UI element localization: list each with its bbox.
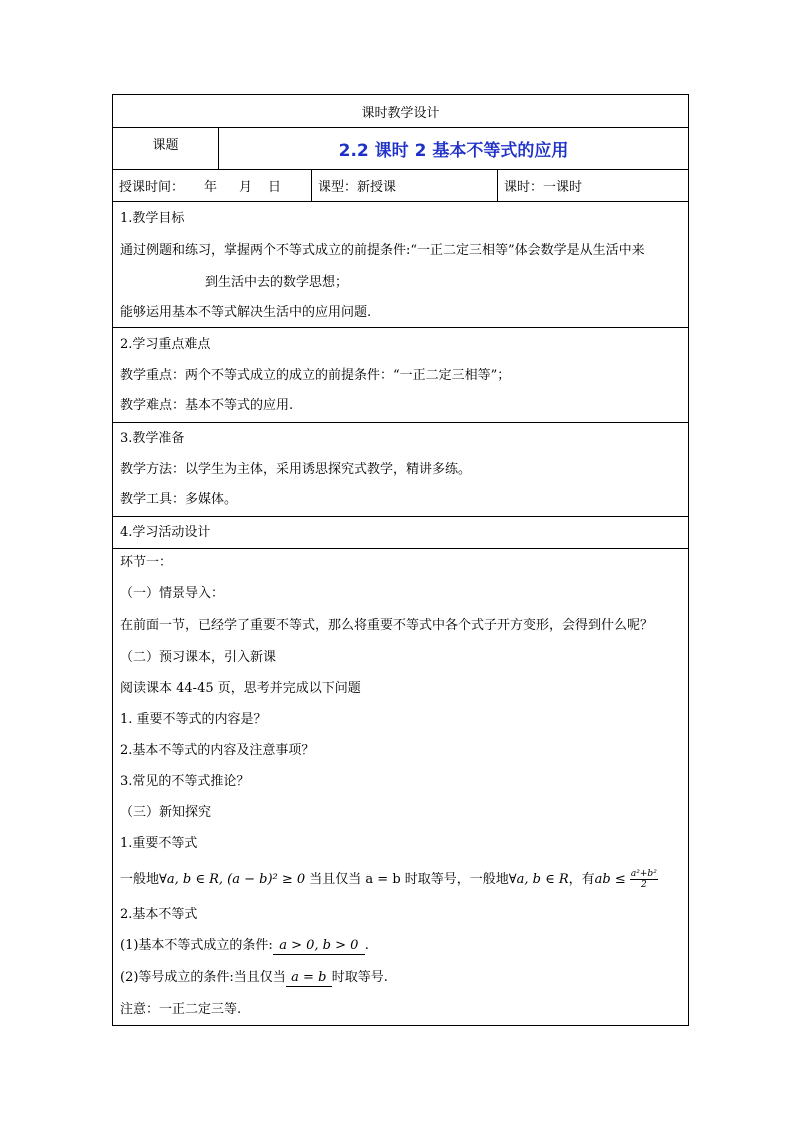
period-cell — [498, 170, 688, 201]
math-expr-2: ∀a, b ∈ R — [508, 872, 569, 887]
time-label: 授课时间： — [119, 180, 185, 195]
goals-line-2: 到生活中去的数学思想； — [205, 275, 349, 290]
activity-line-10: 1.重要不等式 — [120, 836, 198, 851]
goals-section — [113, 202, 688, 328]
statement-text-b: 当且仅当 a = b 时取等号，一般地 — [305, 872, 509, 887]
activity-heading: 4.学习活动设计 — [120, 525, 211, 540]
key-focus: 教学重点：两个不等式成立的成立的前提条件：“一正二定三相等”； — [120, 368, 511, 383]
year-label: 年 — [204, 180, 218, 195]
prep-heading: 3.教学准备 — [120, 431, 185, 446]
activity-line-1: 环节一： — [120, 555, 173, 570]
goals-heading: 1.教学目标 — [120, 211, 185, 226]
lesson-period: 课时：一课时 — [504, 180, 583, 195]
activity-line-6: 1. 重要不等式的内容是？ — [120, 712, 267, 727]
activity-line-15: 注意：一正二定三等. — [120, 1002, 242, 1017]
activity-line-7: 2.基本不等式的内容及注意事项？ — [120, 743, 315, 758]
table-header-text: 课时教学设计 — [361, 105, 440, 121]
activity-line-3: 在前面一节，已经学了重要不等式，那么将重要不等式中各个式子开方变形，会得到什么呢？ — [120, 618, 654, 633]
topic-row — [113, 128, 688, 170]
fraction-denominator: 2 — [641, 880, 647, 890]
time-cell — [113, 170, 312, 201]
prep-section — [113, 423, 688, 517]
goals-line-1: 通过例题和练习，掌握两个不等式成立的前提条件:“一正二定三相等”体会数学是从生活中来 — [120, 243, 645, 258]
condition-line — [120, 938, 369, 955]
math-expr-3: ab ≤ — [594, 872, 626, 887]
equality-text: (2)等号成立的条件:当且仅当 — [120, 970, 286, 985]
fraction-numerator: a²+b² — [630, 869, 657, 879]
day-label: 日 — [268, 180, 282, 195]
activity-line-9: （三）新知探究 — [120, 805, 212, 820]
activity-section — [113, 549, 688, 1025]
info-row — [113, 170, 688, 202]
activity-line-8: 3.常见的不等式推论？ — [120, 774, 250, 789]
goals-line-3: 能够运用基本不等式解决生活中的应用问题. — [120, 305, 372, 320]
fraction — [630, 869, 658, 890]
lesson-type: 课型：新授课 — [318, 180, 397, 195]
activity-line-12: 2.基本不等式 — [120, 907, 198, 922]
prep-method: 教学方法：以学生为主体，采用诱思探究式教学，精讲多练。 — [120, 462, 472, 477]
math-expr-1: ∀a, b ∈ R, (a − b)² ≥ 0 — [159, 872, 306, 887]
month-label: 月 — [239, 180, 253, 195]
condition-end: . — [364, 938, 369, 953]
type-cell — [312, 170, 498, 201]
activity-line-2: （一）情景导入： — [120, 586, 225, 601]
condition-text: (1)基本不等式成立的条件: — [120, 938, 273, 953]
condition-blank: a > 0, b > 0 — [273, 938, 365, 955]
prep-tools: 教学工具：多媒体。 — [120, 492, 238, 507]
activity-line-4: （二）预习课本，引入新课 — [120, 650, 277, 665]
inequality-statement — [120, 869, 658, 890]
equality-line — [120, 970, 388, 987]
key-difficulty: 教学难点：基本不等式的应用. — [120, 398, 294, 413]
topic-label: 课题 — [113, 128, 219, 169]
key-section — [113, 328, 688, 423]
activity-heading-row — [113, 517, 688, 549]
activity-line-5: 阅读课本 44-45 页，思考并完成以下问题 — [120, 681, 361, 696]
table-header — [113, 95, 688, 128]
topic-title: 2.2 课时 2 基本不等式的应用 — [338, 141, 569, 161]
equality-end: 时取等号. — [331, 970, 388, 985]
statement-text-c: ，有 — [568, 872, 595, 887]
equality-blank: a = b — [286, 970, 332, 987]
lesson-plan-table — [112, 94, 689, 1026]
key-heading: 2.学习重点难点 — [120, 337, 211, 352]
statement-text-a: 一般地 — [120, 872, 160, 887]
